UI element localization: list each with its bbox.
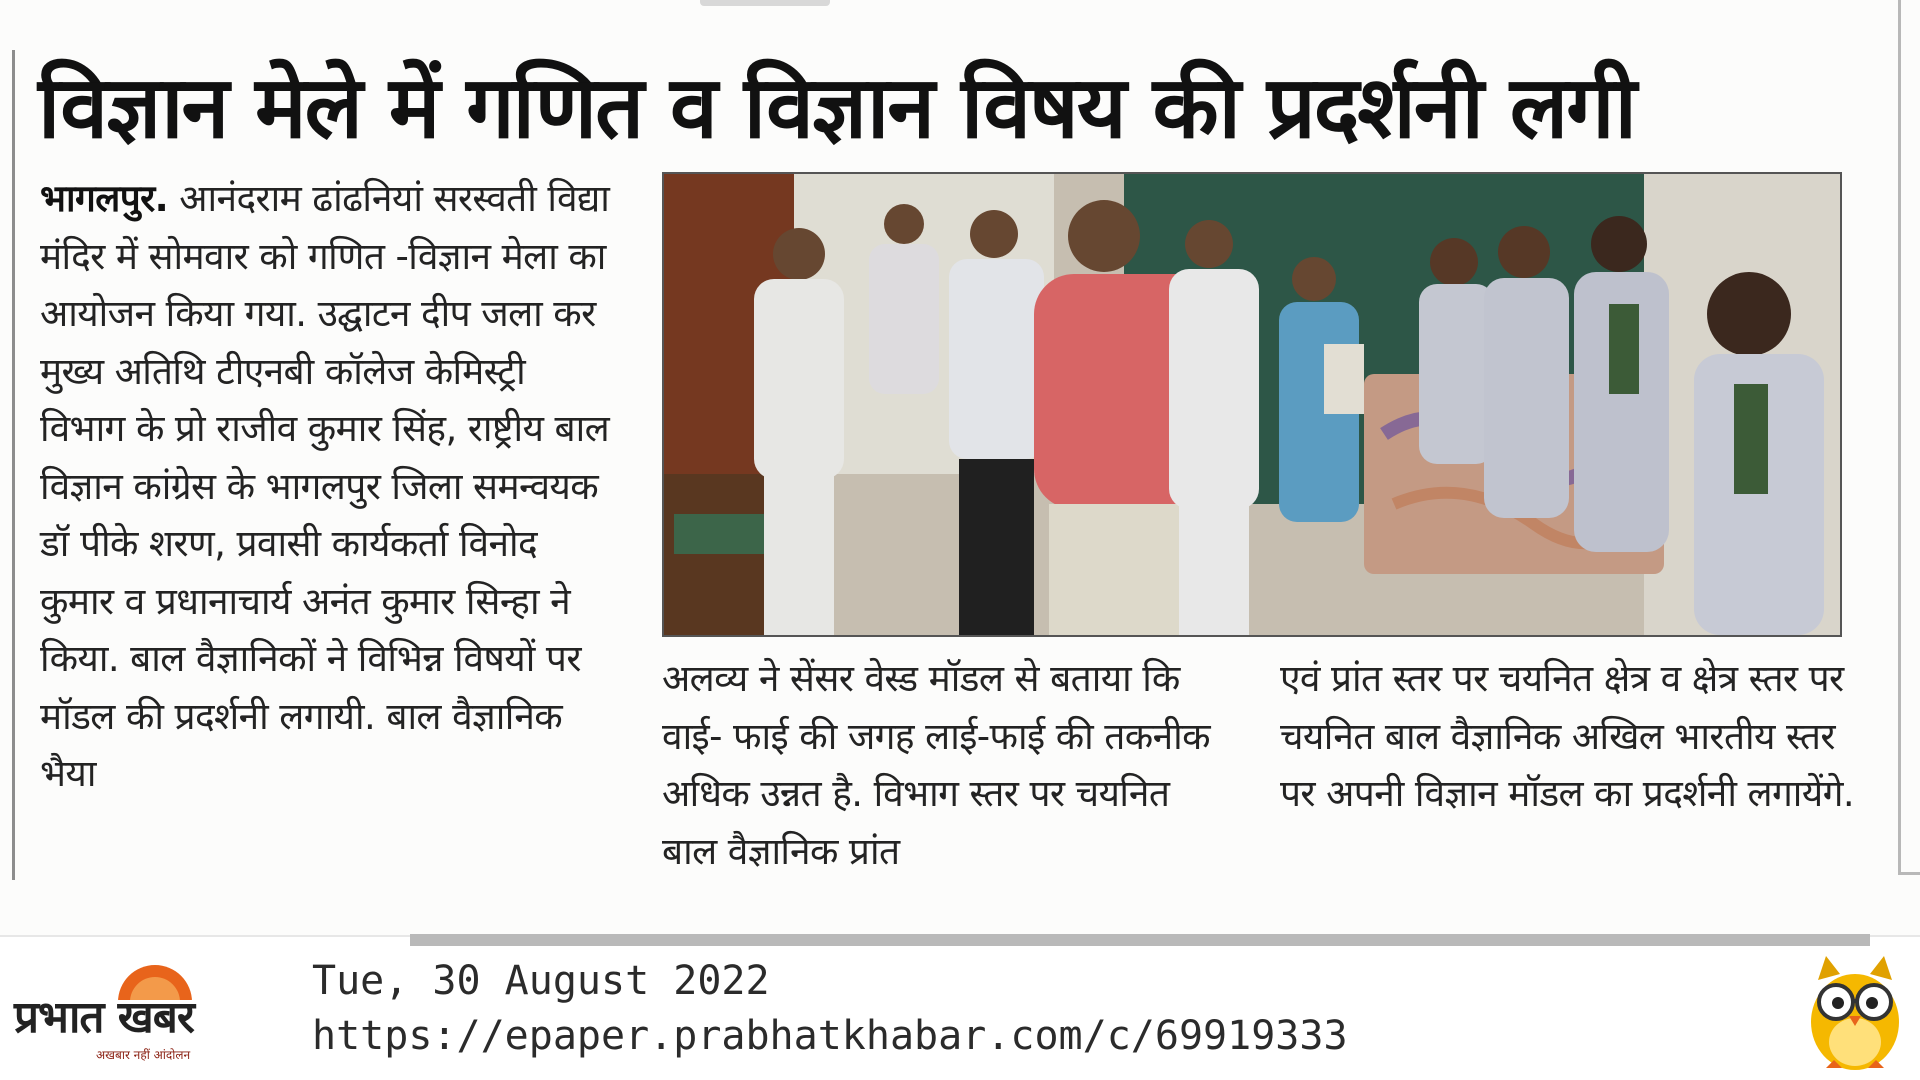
brand-logo-text: प्रभात खबर xyxy=(14,992,194,1043)
owl-mascot-icon xyxy=(1800,950,1910,1075)
article-headline: विज्ञान मेले में गणित व विज्ञान विषय की प्रदर्शनी लगी xyxy=(38,58,1635,158)
article-dateline: भागलपुर. xyxy=(40,177,169,220)
clipping-left-edge xyxy=(12,50,15,880)
classroom-photo-illustration xyxy=(664,174,1840,635)
clipping-right-edge-foot xyxy=(1898,872,1920,875)
article-column-middle: अलव्य ने सेंसर वेस्ड मॉडल से बताया कि वाई- फाई की जगह लाई-फाई की तकनीक अधिक उन्नत है. विभाग स्तर पर चयनित बाल वैज्ञानिक प्रांत xyxy=(662,657,1210,873)
article-photo xyxy=(662,172,1842,637)
article-column-left xyxy=(40,170,615,890)
article-column-right: एवं प्रांत स्तर पर चयनित क्षेत्र व क्षेत्र स्तर पर चयनित बाल वैज्ञानिक अखिल भारतीय स्तर पर अपनी विज्ञान मॉडल का प्रदर्शनी लगायेंगे. xyxy=(1280,657,1855,815)
brand-tagline: अखबार नहीं आंदोलन xyxy=(96,1048,191,1062)
epaper-url-link[interactable]: https://epaper.prabhatkhabar.com/c/69919333 xyxy=(312,1013,1348,1059)
paper-scrap xyxy=(700,0,830,6)
clipping-right-edge xyxy=(1898,0,1901,875)
article-column-left-text: आनंदराम ढांढनियां सरस्वती विद्या मंदिर में सोमवार को गणित -विज्ञान मेला का आयोजन किया गया. उद्घाटन दीप जला कर मुख्य अतिथि टीएनबी कॉलेज केमिस्ट्री विभाग के प्रो राजीव कुमार सिंह, राष्ट्रीय बाल विज्ञान कांग्रेस के भागलपुर जिला समन्वयक डॉ पीके शरण, प्रवासी कार्यकर्ता विनोद कुमार व प्रधानाचार्य अनंत कुमार सिन्हा ने किया. बाल वैज्ञानिकों ने विभिन्न विषयों पर मॉडल की प्रदर्शनी लगायी. बाल वैज्ञानिक भैया xyxy=(40,177,610,795)
scan-strip xyxy=(410,934,1870,946)
publication-date: Tue, 30 August 2022 xyxy=(312,958,770,1004)
